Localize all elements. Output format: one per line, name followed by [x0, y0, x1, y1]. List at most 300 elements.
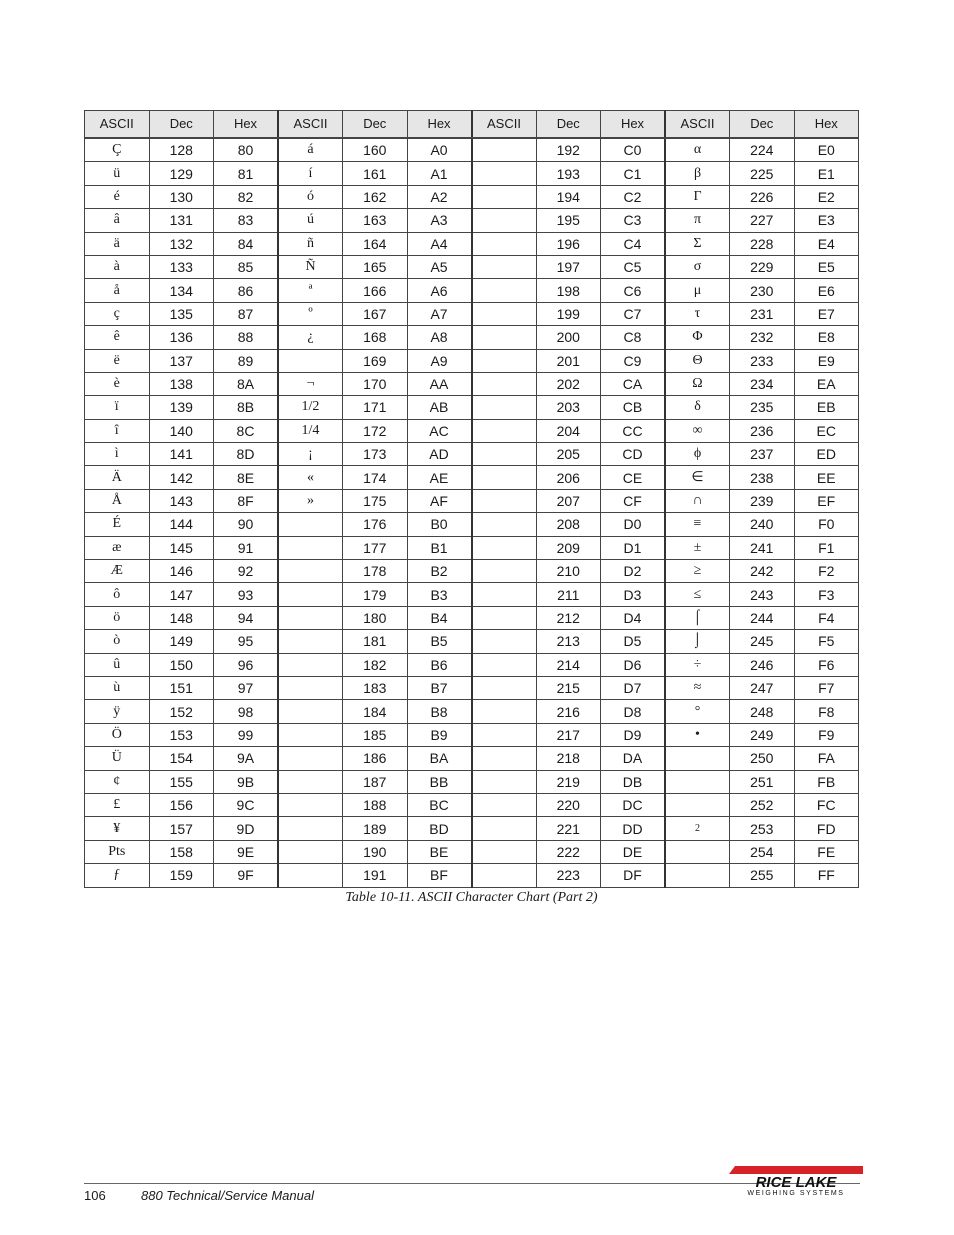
dec-cell: 163 — [343, 209, 408, 232]
hex-cell: EC — [794, 419, 859, 442]
dec-cell: 243 — [730, 583, 795, 606]
hex-cell: C8 — [601, 326, 666, 349]
dec-cell: 140 — [149, 419, 214, 442]
dec-cell: 216 — [536, 700, 601, 723]
ascii-cell — [472, 349, 537, 372]
dec-cell: 234 — [730, 372, 795, 395]
hex-cell: C3 — [601, 209, 666, 232]
hex-cell: 87 — [214, 302, 279, 325]
logo-wordmark: RICE LAKE — [755, 1174, 837, 1191]
hex-cell: B4 — [407, 606, 472, 629]
ascii-cell: • — [665, 723, 730, 746]
hex-cell: AE — [407, 466, 472, 489]
hex-cell: 93 — [214, 583, 279, 606]
hex-cell: A2 — [407, 185, 472, 208]
ascii-cell: Pts — [85, 840, 150, 863]
dec-cell: 184 — [343, 700, 408, 723]
dec-cell: 143 — [149, 489, 214, 512]
table-row — [85, 817, 859, 840]
ascii-cell: î — [85, 419, 150, 442]
hex-cell: BD — [407, 817, 472, 840]
ascii-cell: ª — [278, 279, 343, 302]
dec-cell: 223 — [536, 864, 601, 887]
ascii-cell: ì — [85, 443, 150, 466]
hex-cell: F6 — [794, 653, 859, 676]
hex-cell: E5 — [794, 255, 859, 278]
dec-cell: 162 — [343, 185, 408, 208]
ascii-cell — [472, 396, 537, 419]
ascii-cell: ¬ — [278, 372, 343, 395]
hex-cell: FB — [794, 770, 859, 793]
ascii-cell: ƒ — [85, 864, 150, 887]
dec-cell: 141 — [149, 443, 214, 466]
hex-cell: C2 — [601, 185, 666, 208]
hex-cell: E2 — [794, 185, 859, 208]
ascii-cell: ∈ — [665, 466, 730, 489]
dec-cell: 238 — [730, 466, 795, 489]
ascii-cell — [472, 793, 537, 816]
ascii-cell: ϕ — [665, 443, 730, 466]
column-header-ascii: ASCII — [278, 111, 343, 139]
hex-cell: D1 — [601, 536, 666, 559]
column-header-dec: Dec — [730, 111, 795, 139]
dec-cell: 239 — [730, 489, 795, 512]
ascii-cell: ⌠ — [665, 606, 730, 629]
ascii-cell: è — [85, 372, 150, 395]
ascii-cell — [472, 864, 537, 887]
ascii-cell: ÿ — [85, 700, 150, 723]
ascii-cell: β — [665, 162, 730, 185]
logo-tagline: WEIGHING SYSTEMS — [747, 1190, 845, 1196]
dec-cell: 191 — [343, 864, 408, 887]
table-row — [85, 653, 859, 676]
dec-cell: 203 — [536, 396, 601, 419]
column-header-dec: Dec — [343, 111, 408, 139]
hex-cell: B0 — [407, 513, 472, 536]
ascii-cell: ∩ — [665, 489, 730, 512]
hex-cell: CD — [601, 443, 666, 466]
hex-cell: EE — [794, 466, 859, 489]
hex-cell: C5 — [601, 255, 666, 278]
table-row — [85, 606, 859, 629]
hex-cell: BA — [407, 747, 472, 770]
table-row — [85, 700, 859, 723]
ascii-cell — [472, 723, 537, 746]
dec-cell: 166 — [343, 279, 408, 302]
ascii-cell: ö — [85, 606, 150, 629]
hex-cell: E1 — [794, 162, 859, 185]
dec-cell: 247 — [730, 676, 795, 699]
ascii-cell: ≥ — [665, 560, 730, 583]
hex-cell: 86 — [214, 279, 279, 302]
ascii-cell: ° — [665, 700, 730, 723]
ascii-cell — [665, 793, 730, 816]
ascii-cell — [278, 747, 343, 770]
hex-cell: 98 — [214, 700, 279, 723]
ascii-cell — [472, 653, 537, 676]
dec-cell: 194 — [536, 185, 601, 208]
hex-cell: D6 — [601, 653, 666, 676]
ascii-cell: » — [278, 489, 343, 512]
hex-cell: CE — [601, 466, 666, 489]
hex-cell: 88 — [214, 326, 279, 349]
hex-cell: EB — [794, 396, 859, 419]
table-row — [85, 185, 859, 208]
hex-cell: AA — [407, 372, 472, 395]
hex-cell: 8F — [214, 489, 279, 512]
dec-cell: 132 — [149, 232, 214, 255]
hex-cell: 80 — [214, 138, 279, 162]
dec-cell: 150 — [149, 653, 214, 676]
hex-cell: A5 — [407, 255, 472, 278]
manual-title: 880 Technical/Service Manual — [141, 1188, 314, 1203]
ascii-cell: û — [85, 653, 150, 676]
ascii-cell — [278, 560, 343, 583]
hex-cell: 8C — [214, 419, 279, 442]
ascii-cell — [278, 583, 343, 606]
ascii-cell — [278, 864, 343, 887]
table-row — [85, 723, 859, 746]
dec-cell: 134 — [149, 279, 214, 302]
dec-cell: 253 — [730, 817, 795, 840]
ascii-cell — [472, 185, 537, 208]
hex-cell: 97 — [214, 676, 279, 699]
dec-cell: 152 — [149, 700, 214, 723]
dec-cell: 145 — [149, 536, 214, 559]
ascii-cell — [278, 723, 343, 746]
dec-cell: 246 — [730, 653, 795, 676]
dec-cell: 222 — [536, 840, 601, 863]
hex-cell: 81 — [214, 162, 279, 185]
table-row — [85, 513, 859, 536]
hex-cell: DC — [601, 793, 666, 816]
ascii-cell — [278, 653, 343, 676]
dec-cell: 139 — [149, 396, 214, 419]
dec-cell: 183 — [343, 676, 408, 699]
ascii-cell: ¥ — [85, 817, 150, 840]
dec-cell: 208 — [536, 513, 601, 536]
hex-cell: B7 — [407, 676, 472, 699]
hex-cell: F3 — [794, 583, 859, 606]
dec-cell: 142 — [149, 466, 214, 489]
dec-cell: 148 — [149, 606, 214, 629]
hex-cell: AC — [407, 419, 472, 442]
hex-cell: 9E — [214, 840, 279, 863]
ascii-cell — [472, 372, 537, 395]
hex-cell: D2 — [601, 560, 666, 583]
dec-cell: 213 — [536, 630, 601, 653]
table-header-row — [85, 111, 859, 139]
hex-cell: D8 — [601, 700, 666, 723]
dec-cell: 167 — [343, 302, 408, 325]
ascii-cell: Æ — [85, 560, 150, 583]
ascii-cell: 1/2 — [278, 396, 343, 419]
dec-cell: 151 — [149, 676, 214, 699]
ascii-cell: ù — [85, 676, 150, 699]
hex-cell: 8E — [214, 466, 279, 489]
dec-cell: 173 — [343, 443, 408, 466]
dec-cell: 146 — [149, 560, 214, 583]
hex-cell: 90 — [214, 513, 279, 536]
ascii-cell: ú — [278, 209, 343, 232]
column-header-ascii: ASCII — [665, 111, 730, 139]
dec-cell: 198 — [536, 279, 601, 302]
ascii-cell: ô — [85, 583, 150, 606]
ascii-cell: ¢ — [85, 770, 150, 793]
table-row — [85, 138, 859, 162]
ascii-cell: ï — [85, 396, 150, 419]
dec-cell: 206 — [536, 466, 601, 489]
table-row — [85, 396, 859, 419]
dec-cell: 204 — [536, 419, 601, 442]
hex-cell: C9 — [601, 349, 666, 372]
dec-cell: 211 — [536, 583, 601, 606]
hex-cell: FA — [794, 747, 859, 770]
ascii-cell: 1/4 — [278, 419, 343, 442]
dec-cell: 240 — [730, 513, 795, 536]
dec-cell: 161 — [343, 162, 408, 185]
dec-cell: 164 — [343, 232, 408, 255]
table-row — [85, 747, 859, 770]
dec-cell: 220 — [536, 793, 601, 816]
ascii-cell: Θ — [665, 349, 730, 372]
dec-cell: 170 — [343, 372, 408, 395]
dec-cell: 225 — [730, 162, 795, 185]
hex-cell: F7 — [794, 676, 859, 699]
ascii-cell: ≤ — [665, 583, 730, 606]
dec-cell: 251 — [730, 770, 795, 793]
dec-cell: 133 — [149, 255, 214, 278]
hex-cell: C0 — [601, 138, 666, 162]
ascii-cell: ÷ — [665, 653, 730, 676]
hex-cell: DB — [601, 770, 666, 793]
dec-cell: 182 — [343, 653, 408, 676]
ascii-cell: ê — [85, 326, 150, 349]
ascii-cell: Ä — [85, 466, 150, 489]
hex-cell: DF — [601, 864, 666, 887]
table-row — [85, 676, 859, 699]
dec-cell: 196 — [536, 232, 601, 255]
dec-cell: 231 — [730, 302, 795, 325]
dec-cell: 235 — [730, 396, 795, 419]
ascii-cell — [472, 232, 537, 255]
dec-cell: 188 — [343, 793, 408, 816]
hex-cell: F8 — [794, 700, 859, 723]
ascii-cell: μ — [665, 279, 730, 302]
dec-cell: 165 — [343, 255, 408, 278]
ascii-cell — [278, 513, 343, 536]
dec-cell: 175 — [343, 489, 408, 512]
table-caption: Table 10-11. ASCII Character Chart (Part 2) — [345, 890, 598, 905]
hex-cell: DE — [601, 840, 666, 863]
dec-cell: 153 — [149, 723, 214, 746]
dec-cell: 181 — [343, 630, 408, 653]
ascii-cell — [278, 817, 343, 840]
ascii-cell — [472, 326, 537, 349]
hex-cell: D9 — [601, 723, 666, 746]
hex-cell: F0 — [794, 513, 859, 536]
dec-cell: 171 — [343, 396, 408, 419]
table-row — [85, 630, 859, 653]
hex-cell: DA — [601, 747, 666, 770]
column-header-hex: Hex — [794, 111, 859, 139]
hex-cell: D5 — [601, 630, 666, 653]
hex-cell: 9B — [214, 770, 279, 793]
dec-cell: 217 — [536, 723, 601, 746]
dec-cell: 149 — [149, 630, 214, 653]
hex-cell: C1 — [601, 162, 666, 185]
hex-cell: B8 — [407, 700, 472, 723]
ascii-cell — [472, 560, 537, 583]
table-row — [85, 326, 859, 349]
ascii-cell — [278, 700, 343, 723]
hex-cell: A7 — [407, 302, 472, 325]
hex-cell: AF — [407, 489, 472, 512]
table-row — [85, 443, 859, 466]
hex-cell: A9 — [407, 349, 472, 372]
ascii-cell — [472, 419, 537, 442]
ascii-cell: Ç — [85, 138, 150, 162]
page-number: 106 — [84, 1188, 106, 1203]
column-header-dec: Dec — [149, 111, 214, 139]
dec-cell: 236 — [730, 419, 795, 442]
dec-cell: 226 — [730, 185, 795, 208]
hex-cell: A6 — [407, 279, 472, 302]
ascii-cell: ± — [665, 536, 730, 559]
ascii-cell — [665, 747, 730, 770]
hex-cell: 89 — [214, 349, 279, 372]
dec-cell: 130 — [149, 185, 214, 208]
ascii-cell: ⌡ — [665, 630, 730, 653]
hex-cell: FE — [794, 840, 859, 863]
hex-cell: F9 — [794, 723, 859, 746]
ascii-cell: ≈ — [665, 676, 730, 699]
ascii-cell — [278, 676, 343, 699]
dec-cell: 229 — [730, 255, 795, 278]
dec-cell: 210 — [536, 560, 601, 583]
hex-cell: 92 — [214, 560, 279, 583]
ascii-cell: ñ — [278, 232, 343, 255]
dec-cell: 249 — [730, 723, 795, 746]
table-row — [85, 279, 859, 302]
ascii-cell: ë — [85, 349, 150, 372]
ascii-cell: ç — [85, 302, 150, 325]
dec-cell: 172 — [343, 419, 408, 442]
hex-cell: AD — [407, 443, 472, 466]
ascii-cell: É — [85, 513, 150, 536]
dec-cell: 199 — [536, 302, 601, 325]
dec-cell: 192 — [536, 138, 601, 162]
ascii-cell — [665, 770, 730, 793]
ascii-cell: σ — [665, 255, 730, 278]
table-row — [85, 864, 859, 887]
hex-cell: C7 — [601, 302, 666, 325]
hex-cell: D4 — [601, 606, 666, 629]
ascii-cell: α — [665, 138, 730, 162]
hex-cell: 8D — [214, 443, 279, 466]
hex-cell: D0 — [601, 513, 666, 536]
ascii-cell: Ü — [85, 747, 150, 770]
dec-cell: 244 — [730, 606, 795, 629]
hex-cell: 8A — [214, 372, 279, 395]
ascii-cell — [472, 162, 537, 185]
ascii-cell — [472, 676, 537, 699]
hex-cell: AB — [407, 396, 472, 419]
ascii-cell — [472, 279, 537, 302]
dec-cell: 241 — [730, 536, 795, 559]
dec-cell: 200 — [536, 326, 601, 349]
hex-cell: D7 — [601, 676, 666, 699]
hex-cell: 82 — [214, 185, 279, 208]
dec-cell: 224 — [730, 138, 795, 162]
hex-cell: B1 — [407, 536, 472, 559]
dec-cell: 193 — [536, 162, 601, 185]
dec-cell: 135 — [149, 302, 214, 325]
hex-cell: E9 — [794, 349, 859, 372]
ascii-cell: á — [278, 138, 343, 162]
dec-cell: 214 — [536, 653, 601, 676]
ascii-cell: å — [85, 279, 150, 302]
ascii-cell — [472, 302, 537, 325]
ascii-cell — [278, 536, 343, 559]
table-row — [85, 466, 859, 489]
ascii-cell: º — [278, 302, 343, 325]
ascii-cell: í — [278, 162, 343, 185]
ascii-cell — [472, 255, 537, 278]
ascii-cell — [472, 583, 537, 606]
ascii-cell: ≡ — [665, 513, 730, 536]
dec-cell: 177 — [343, 536, 408, 559]
dec-cell: 128 — [149, 138, 214, 162]
dec-cell: 160 — [343, 138, 408, 162]
table-row — [85, 162, 859, 185]
hex-cell: BE — [407, 840, 472, 863]
dec-cell: 156 — [149, 793, 214, 816]
hex-cell: C6 — [601, 279, 666, 302]
dec-cell: 237 — [730, 443, 795, 466]
hex-cell: CF — [601, 489, 666, 512]
dec-cell: 242 — [730, 560, 795, 583]
table-row — [85, 209, 859, 232]
table-row — [85, 302, 859, 325]
hex-cell: EF — [794, 489, 859, 512]
hex-cell: A3 — [407, 209, 472, 232]
dec-cell: 221 — [536, 817, 601, 840]
hex-cell: CC — [601, 419, 666, 442]
hex-cell: FD — [794, 817, 859, 840]
ascii-cell — [278, 770, 343, 793]
ascii-cell — [278, 630, 343, 653]
dec-cell: 209 — [536, 536, 601, 559]
hex-cell: E8 — [794, 326, 859, 349]
ascii-cell — [472, 489, 537, 512]
hex-cell: 91 — [214, 536, 279, 559]
dec-cell: 158 — [149, 840, 214, 863]
ascii-cell — [472, 770, 537, 793]
ascii-cell — [472, 700, 537, 723]
hex-cell: E7 — [794, 302, 859, 325]
dec-cell: 252 — [730, 793, 795, 816]
dec-cell: 230 — [730, 279, 795, 302]
dec-cell: 195 — [536, 209, 601, 232]
hex-cell: EA — [794, 372, 859, 395]
table-row — [85, 840, 859, 863]
hex-cell: B9 — [407, 723, 472, 746]
column-header-hex: Hex — [601, 111, 666, 139]
column-header-dec: Dec — [536, 111, 601, 139]
hex-cell: CA — [601, 372, 666, 395]
ascii-cell — [278, 840, 343, 863]
